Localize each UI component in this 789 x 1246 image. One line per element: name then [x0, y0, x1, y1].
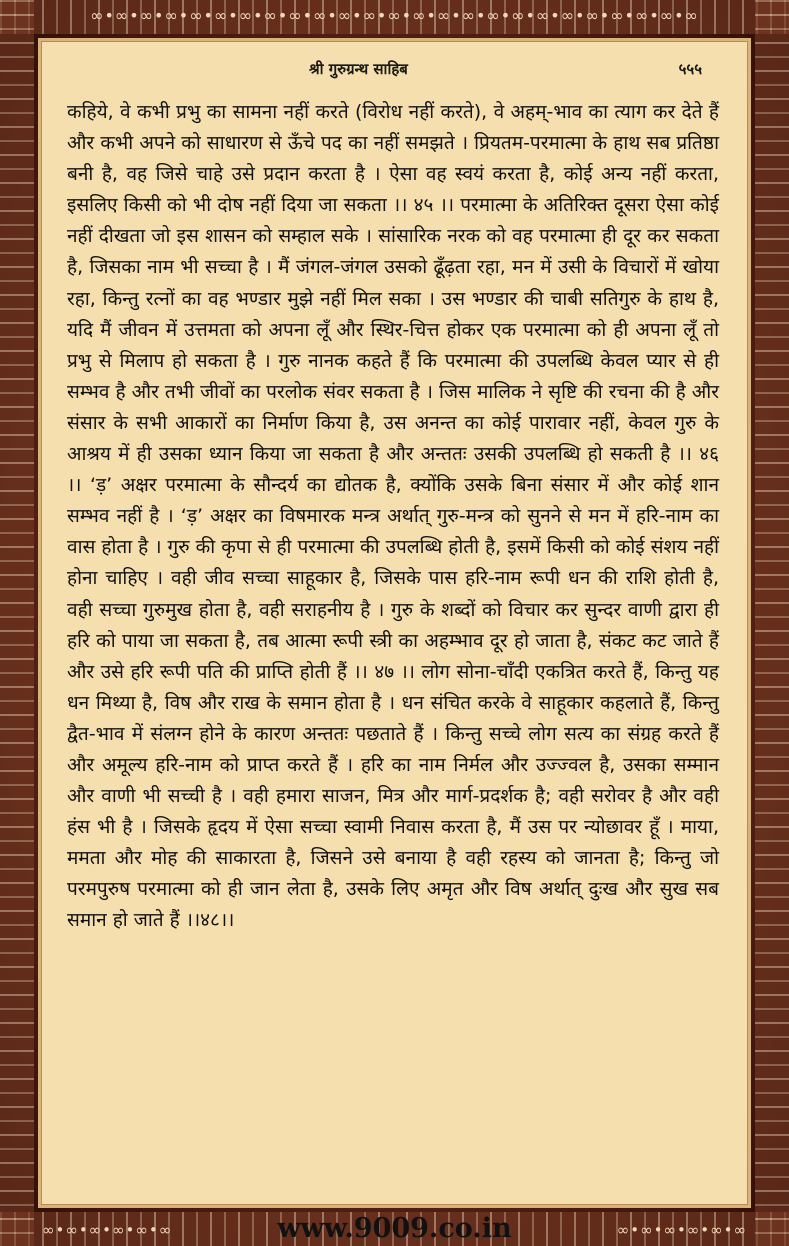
footer-ornament-left-icon: ∞•∞•∞•∞•∞•∞ — [42, 1221, 173, 1239]
frame-border-left — [0, 0, 34, 1246]
top-ornament-icon: ∞•∞•∞•∞•∞•∞•∞•∞•∞•∞•∞•∞•∞•∞•∞•∞•∞•∞•∞•∞•∞•∞•∞•∞•∞ — [90, 6, 699, 25]
commentary-text: कहिये, वे कभी प्रभु का सामना नहीं करते (विरोध नहीं करते), वे अहम्-भाव का त्याग कर देते हैं और कभी अपने को साधारण से ऊँचे पद का नहीं समझते । प्रियतम-परमात्मा के हाथ सब प्रतिष्ठा बनी है, वह जिसे चाहे उसे प्रदान करता है । ऐसा वह स्वयं करता है, कोई अन्य नहीं करता, इसलिए किसी को भी दोष नहीं दिया जा सकता ।। ४५ ।। परमात्मा के अतिरिक्त दूसरा ऐसा कोई नहीं दीखता जो इस शासन को सम्हाल सके । सांसारिक नरक को वह परमात्मा ही दूर कर सकता है, जिसका नाम भी सच्चा है । मैं जंगल-जंगल उसको ढूँढ़ता रहा, मन में उसी के विचारों में खोया रहा, किन्तु रत्नों का वह भण्डार मुझे नहीं मिल सका । उस भण्डार की चाबी सतिगुरु के हाथ है, यदि मैं जीवन में उत्तमता को अपना लूँ और स्थिर-चित्त होकर एक परमात्मा को ही अपना लूँ तो प्रभु से मिलाप हो सकता है । गुरु नानक कहते हैं कि परमात्मा की उपलब्धि केवल प्यार से ही सम्भव है और तभी जीवों का परलोक संवर सकता है । जिस मालिक ने सृष्टि की रचना की है और संसार के सभी आकारों का निर्माण किया है, उस अनन्त का कोई पारावार नहीं, केवल गुरु के आश्रय में ही उसका ध्यान किया जा सकता है और अन्ततः उसकी उपलब्धि हो सकती है ।। ४६ ।। ‘ड़’ अक्षर परमात्मा के सौन्दर्य का द्योतक है, क्योंकि उसके बिना संसार में और कोई शान सम्भव नहीं है । ‘ड़’ अक्षर का विषमारक मन्त्र अर्थात् गुरु-मन्त्र को सुनने से मन में हरि-नाम का वास होता है । गुरु की कृपा से ही परमात्मा की उपलब्धि होती है, इसमें किसी को कोई संशय नहीं होना चाहिए । वही जीव सच्चा साहूकार है, जिसके पास हरि-नाम रूपी धन की राशि होती है, वही सच्चा गुरुमुख होता है, वही सराहनीय है । गुरु के शब्दों को विचार कर सुन्दर वाणी द्वारा ही हरि को पाया जा सकता है, तब आत्मा रूपी स्त्री का अहम्भाव दूर हो जाता है, संकट कट जाते हैं और उसे हरि रूपी पति की प्राप्ति होती हैं ।। ४७ ।। लोग सोना-चाँदी एकत्रित करते हैं, किन्तु यह धन मिथ्या है, विष और राख के समान होता है । धन संचित करके वे साहूकार कहलाते हैं, किन्तु द्वैत-भाव में संलग्न होने के कारण अन्ततः पछताते हैं । किन्तु सच्चे लोग सत्य का संग्रह करते हैं और अमूल्य हरि-नाम को प्राप्त करते हैं । हरि का नाम निर्मल और उज्ज्वल है, उसका सम्मान और वाणी भी सच्ची है । वही हमारा साजन, मित्र और मार्ग-प्रदर्शक है; वही सरोवर है और वही हंस भी है । जिसके हृदय में ऐसा सच्चा स्वामी निवास करता है, मैं उस पर न्योछावर हूँ । माया, ममता और मोह की साकारता है, जिसने उसे बनाया है वही रहस्य को जानता है; किन्तु जो परमपुरुष परमात्मा को ही जान लेता है, उसके लिए अमृत और विष अर्थात् दुःख और सुख सब समान हो जाते हैं ।।४८।। — [67, 101, 719, 932]
page-footer — [0, 1212, 789, 1246]
website-url: www.9009.co.in — [277, 1213, 512, 1244]
footer-ornament-right-icon: ∞•∞•∞•∞•∞•∞ — [616, 1221, 747, 1239]
frame-border-right — [755, 0, 789, 1246]
scripture-page — [38, 38, 751, 1208]
page-number: ५५५ — [678, 60, 702, 78]
page-title: श्री गुरुग्रन्थ साहिब — [309, 60, 408, 78]
page-header — [41, 59, 748, 85]
